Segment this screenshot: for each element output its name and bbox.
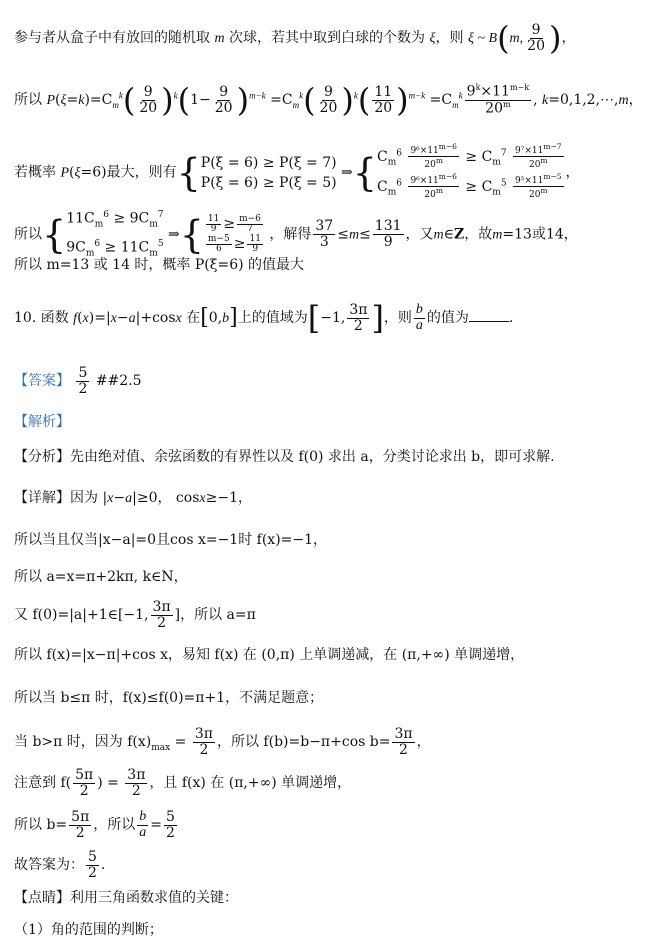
text-line-3: 若概率 P(ξ=6)最大，则有{ P(ξ = 6) ≥ P(ξ = 7) P(ξ = 6) ≥ P(ξ = 5) ⇒{ $C_m^6$ $\frac{9^6\times 11^{m-6}}{20^m}$ ≥ $C_m^7$ $\frac{9^7\times 11^{m-7}}{20^m}$ $C_m^6$ $\frac{9^6\times 11^{m-6}}{20^m}$ ≥ $C_m^5$ $\frac{9^5\times 11^{m-5}}{20^m}$ ， bbox=[14, 142, 580, 201]
text: ]，所以 a=π bbox=[174, 607, 256, 624]
step-7: 注意到 f( $\frac{5\pi}{2}$ ) = $\frac{3\pi}{2}$ ，且 f(x) 在 (π,+∞) 单调递增， bbox=[14, 767, 352, 799]
text: 在 bbox=[186, 310, 201, 326]
text: ，所以 bbox=[93, 817, 136, 834]
step-3: 又 f(0)=|a|+1∈[−1, $\frac{3\pi}{2}$ ]，所以 a=π bbox=[14, 599, 256, 631]
text: 【详解】因为 bbox=[14, 490, 98, 506]
detail-line: 【详解】因为 |x−a|≥0， cosx≥−1， bbox=[14, 490, 252, 506]
answer-alt: ##2.5 bbox=[95, 373, 142, 390]
answer-tag: 【答案】 bbox=[14, 373, 70, 390]
text: 的值为 bbox=[426, 310, 469, 326]
text: ，所以 f(b)=b−π+cos b= bbox=[216, 734, 391, 751]
text: 函数 bbox=[40, 310, 69, 326]
text: ，故 bbox=[464, 226, 493, 243]
text-line-2: 所以 $P(\xi=k)=C_m^k$( $\frac{9}{20}$ )$^k$(1− $\frac{9}{20}$ )$^{m-k} =C_m^k$( $\frac{9}{20}$ )$^k$( $\frac{11}{20}$ )$^{m-k} =C_m^k$ $\frac{9^k\times 11^{m-k}}{20^m}$ , k=0,1,2,⋯,m， bbox=[14, 81, 643, 119]
step-6: 当 b>π 时，因为 $f(x)_{max}$ = $\frac{3\pi}{2}$ ，所以 f(b)=b−π+cos b= $\frac{3\pi}{2}$ ， bbox=[14, 726, 431, 758]
analysis-tag: 【解析】 bbox=[14, 414, 70, 430]
text: ，解得 bbox=[269, 226, 312, 243]
text: 参与者从盒子中有放回的随机取 bbox=[14, 30, 210, 46]
text: 所以 b= bbox=[14, 817, 68, 834]
point-1: （1）角的范围的判断； bbox=[14, 922, 163, 938]
final-answer: 故答案为： $\frac{5}{2}$ . bbox=[14, 849, 106, 881]
text: 注意到 f( bbox=[14, 775, 72, 792]
dianjing-line: 【点睛】利用三角函数求值的关键： bbox=[14, 890, 238, 906]
question-number: 10. bbox=[14, 310, 37, 326]
text: 故答案为： bbox=[14, 857, 84, 874]
text: 又 f(0)=|a|+1∈[−1, bbox=[14, 607, 149, 624]
text: ，则 bbox=[435, 30, 464, 46]
text: 上的值域为 bbox=[237, 310, 308, 326]
text: 当 b>π 时，因为 f(x) bbox=[14, 734, 152, 751]
step-4: 所以 f(x)=|x−π|+cos x，易知 f(x) 在 (0,π) 上单调递减，在 (π,+∞) 单调递增， bbox=[14, 647, 525, 663]
step-2: 所以 a=x=π+2kπ, k∈N， bbox=[14, 569, 188, 585]
text: 所以 bbox=[14, 92, 42, 108]
text: ，又 bbox=[405, 226, 434, 243]
answer-line: 【答案】 $\frac{5}{2}$ ##2.5 bbox=[14, 365, 142, 397]
step-8: 所以 b= $\frac{5\pi}{2}$ ，所以 $\frac{b}{a}$ = $\frac{5}{2}$ bbox=[14, 809, 175, 841]
text-line-5: 所以 m=13 或 14 时，概率 P(ξ=6) 的值最大 bbox=[14, 257, 305, 273]
text: 13或14， bbox=[514, 226, 578, 243]
text: 所以 bbox=[14, 226, 42, 243]
text: ，则 bbox=[383, 310, 412, 326]
step-1: 所以当且仅当|x−a|=0且cos x=−1时 f(x)=−1， bbox=[14, 532, 328, 548]
question-10: 10. 函数 f(x)=|x−a|+cosx 在[0,b]上的值域为[−1, $\frac{3\pi}{2}$ ]，则 $\frac{b}{a}$ 的值为 . bbox=[14, 299, 514, 337]
fenxi-line: 【分析】先由绝对值、余弦函数的有界性以及 f(0) 求出 a，分类讨论求出 b，即可求解. bbox=[14, 449, 555, 465]
text-line-4: 所以{ $11C_m^6 \ge 9C_m^7$ $9C_m^6 \ge 11C_m^5$ ⇒{ $\frac{11}{9}$ ≥ $\frac{m-6}{7}$ $\frac{m-5}{6}$ ≥ $\frac{11}{9}$ ，解得 $\frac{37}{3}$ ≤m≤ $\frac{131}{9}$ ，又m∈Z，故m=13或14， bbox=[14, 210, 578, 259]
text-line-1: 参与者从盒子中有放回的随机取 m 次球，若其中取到白球的个数为 ξ，则 ξ ~ B(m, $\frac{9}{20}$ )， bbox=[14, 19, 576, 57]
text: 最大，则有 bbox=[106, 164, 177, 181]
text: 若概率 bbox=[14, 164, 56, 181]
text: ，且 f(x) 在 (π,+∞) 单调递增， bbox=[149, 775, 352, 792]
step-5: 所以当 b≤π 时，f(x)≤f(0)=π+1，不满足题意； bbox=[14, 690, 324, 706]
text: 次球，若其中取到白球的个数为 bbox=[229, 30, 426, 46]
